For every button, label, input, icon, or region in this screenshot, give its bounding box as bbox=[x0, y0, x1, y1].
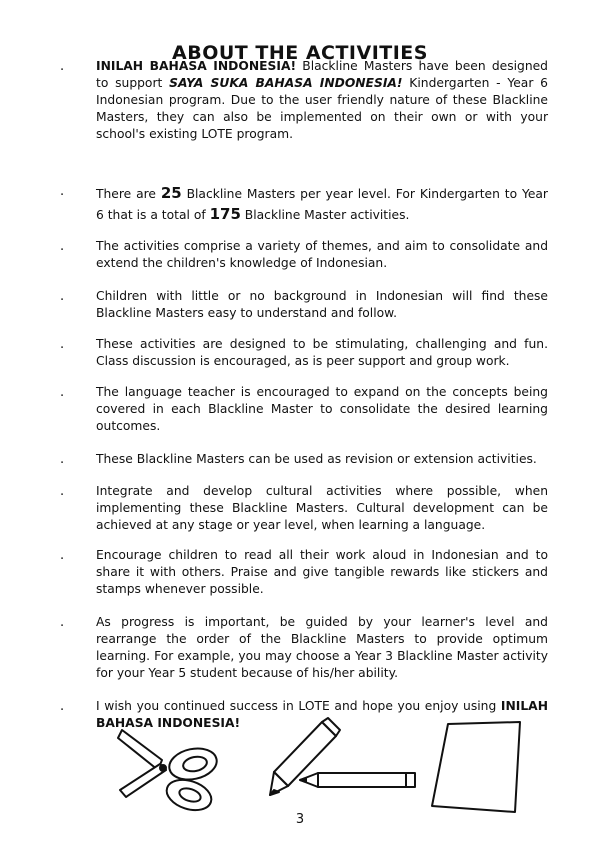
scissors-icon bbox=[118, 730, 220, 815]
paragraph-text: The activities comprise a variety of themes, and aim to consolidate and extend the children's knowledge of Indonesian. bbox=[96, 239, 548, 270]
count-total: 175 bbox=[209, 205, 241, 223]
bullet: . bbox=[60, 484, 65, 499]
paragraph-text: These activities are designed to be stimulating, challenging and fun. Class discussion is encouraged, as is peer support and group work. bbox=[96, 337, 548, 368]
paragraph-text: These Blackline Masters can be used as revision or extension activities. bbox=[96, 452, 537, 466]
paragraph-text: Integrate and develop cultural activities where possible, when implementing these Blackline Masters. Cultural development can be achieved at any stage or year level, when learning a language. bbox=[96, 484, 548, 532]
bullet: . bbox=[60, 337, 65, 352]
paragraph-text: Children with little or no background in Indonesian will find these Blackline Masters easy to understand and follow. bbox=[96, 289, 548, 320]
paragraph-text: INILAH BAHASA INDONESIA! Blackline Masters have been designed to support SAYA SUKA BAHASA INDONESIA! Kindergarten - Year 6 Indonesian program. Due to the user friendly nature of these Blackline Masters, they can also be implemented on their own or with your school's existing LOTE program. bbox=[96, 59, 549, 141]
paragraph-text: I wish you continued success in LOTE and hope you enjoy using INILAH BAHASA INDONESIA! bbox=[96, 699, 548, 730]
count-per-level: 25 bbox=[160, 184, 182, 202]
bullet: . bbox=[60, 452, 65, 467]
bullet: . bbox=[60, 184, 65, 199]
bullet: . bbox=[60, 289, 65, 304]
page-number: 3 bbox=[295, 812, 305, 827]
paper-sheet-icon bbox=[432, 722, 520, 812]
bullet: . bbox=[60, 615, 65, 630]
bullet: . bbox=[60, 385, 65, 400]
page-title: ABOUT THE ACTIVITIES bbox=[172, 42, 428, 64]
bullet: . bbox=[60, 59, 65, 74]
program-name-italic: SAYA SUKA BAHASA INDONESIA! bbox=[169, 76, 403, 90]
bullet: . bbox=[60, 699, 65, 714]
pencil-icon bbox=[300, 773, 415, 787]
bullet: . bbox=[60, 548, 65, 563]
paragraph-text: As progress is important, be guided by your learner's level and rearrange the order of the Blackline Masters to provide optimum learning. For example, you may choose a Year 3 Blackline Master activity for your Year 5 student because of his/her ability. bbox=[96, 615, 548, 680]
bullet: . bbox=[60, 239, 65, 254]
program-name: INILAH BAHASA INDONESIA! bbox=[96, 59, 297, 73]
paragraph-text: The language teacher is encouraged to expand on the concepts being covered in each Blackline Master to consolidate the desired learning outcomes. bbox=[96, 385, 548, 433]
program-name: INILAH BAHASA INDONESIA! bbox=[96, 699, 548, 730]
paragraph-text: There are 25 Blackline Masters per year level. For Kindergarten to Year 6 that is a total of 175 Blackline Master activities. bbox=[96, 184, 548, 223]
paragraph-text: Encourage children to read all their work aloud in Indonesian and to share it with others. Praise and give tangible rewards like stickers and stamps whenever possible. bbox=[96, 548, 548, 596]
